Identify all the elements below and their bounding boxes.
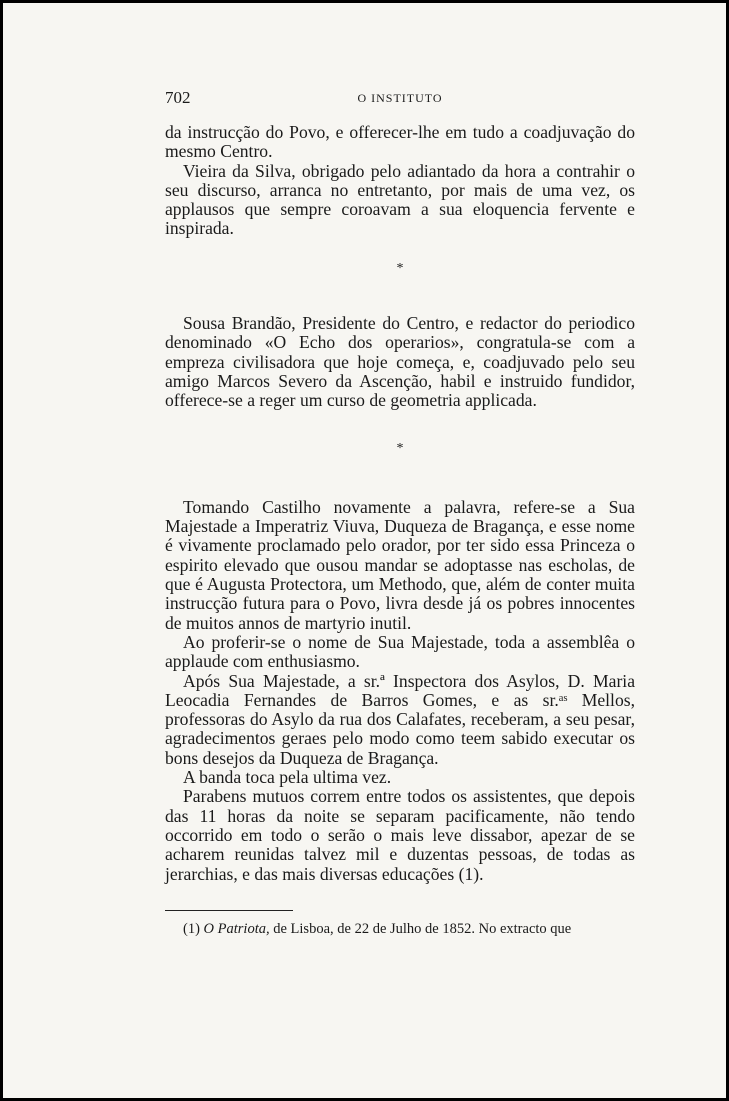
page-header: [165, 88, 635, 108]
footnote-divider: [165, 910, 293, 911]
footnote-source: O Patriota,: [203, 921, 270, 937]
paragraph: A banda toca pela ultima vez.: [183, 767, 392, 788]
paragraph: Tomando Castilho novamente a palavra, refere-se a Sua Majestade a Imperatriz Viuva, Duqueza de Bragança, e esse nome é vivamente proclamado pelo orador, por ter sido essa Princeza o espirito elevado que ousou mandar se adoptasse nas escholas, de que é Augusta Protectora, um Methodo, que, além de conter muita instrucção futura para o Povo, livra desde já os pobres innocentes de muitos annos de martyrio inutil.: [165, 496, 635, 633]
paragraph: Vieira da Silva, obrigado pelo adiantado da hora a contrahir o seu discurso, arranca no entretanto, por mais de uma vez, os applausos que sempre coroavam a sua eloquencia fervente e inspirada.: [165, 160, 635, 239]
paragraph: Ao proferir-se o nome de Sua Majestade, toda a assemblêa o applaude com enthusiasmo.: [165, 631, 635, 672]
paragraph: Sousa Brandão, Presidente do Centro, e redactor do periodico denominado «O Echo dos operarios», congratula-se com a empreza civilisadora que hoje começa, e, coadjuvado pelo seu amigo Marcos Severo da Ascenção, habil e instruido fundidor, offerece-se a reger um curso de geometria applicada.: [165, 313, 635, 411]
body-text: [165, 123, 635, 884]
paragraph: Parabens mutuos correm entre todos os assistentes, que depois das 11 horas da noite se separam pacificamente, não tendo occorrido em todo o serão o mais leve dissabor, apezar de se acharem reunidas talvez mil e duzentas pessoas, de todas as jerarchias, e das mais diversas educações (1).: [165, 786, 635, 884]
paragraph: da instrucção do Povo, e offerecer-lhe em tudo a coadjuvação do mesmo Centro.: [165, 122, 635, 162]
footnote: [165, 920, 635, 938]
section-asterism: *: [396, 260, 404, 276]
running-title: O INSTITUTO: [357, 91, 443, 105]
paragraph: Após Sua Majestade, a sr.ª Inspectora dos Asylos, D. Maria Leocadia Fernandes de Barros Gomes, e as sr.ᵃˢ Mellos, professoras do Asylo da rua dos Calafates, receberam, a seu pesar, agradecimentos geraes pelo modo como teem sabido executar os bons desejos da Duqueza de Bragança.: [165, 670, 635, 768]
footnote-marker: (1): [183, 921, 200, 937]
page-number: 702: [165, 88, 191, 107]
section-asterism: *: [396, 440, 404, 456]
footnote-text: de Lisboa, de 22 de Julho de 1852. No extracto que: [273, 921, 572, 937]
